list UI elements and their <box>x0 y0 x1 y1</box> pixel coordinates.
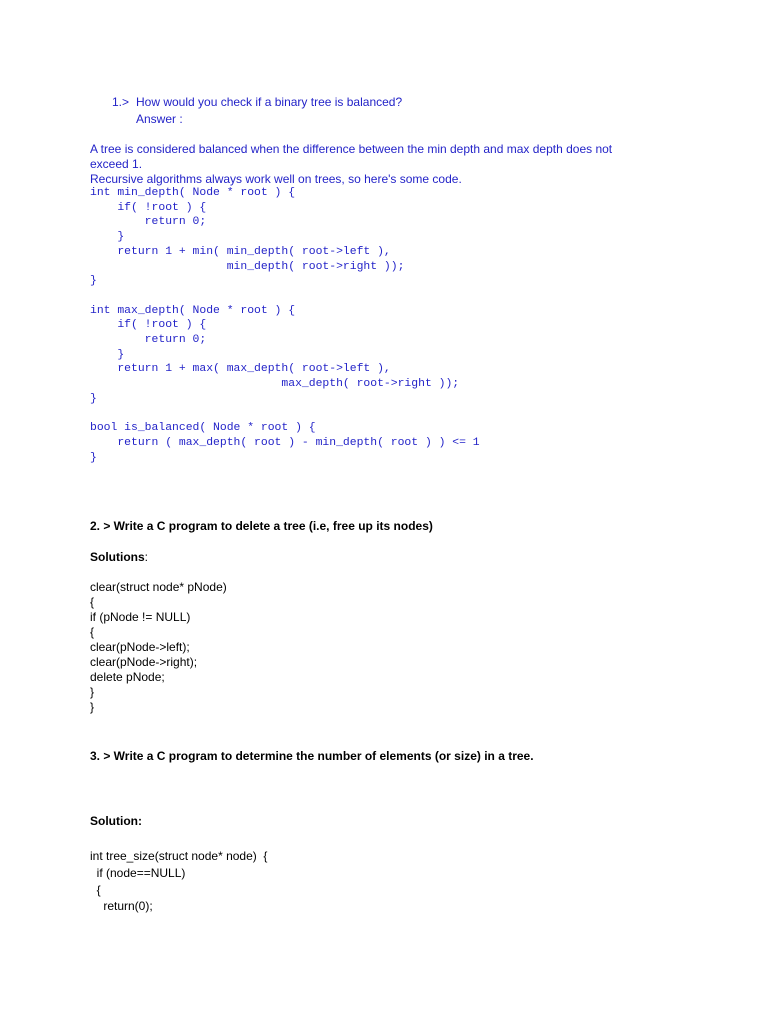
question-1-number: 1.> <box>112 95 130 109</box>
question-3-heading: 3. > Write a C program to determine the number of elements (or size) in a tree. <box>90 749 534 763</box>
answer-explanation-line-1: A tree is considered balanced when the difference between the min depth and max depth does not <box>90 142 613 156</box>
delete-tree-code-block: clear(struct node* pNode) { if (pNode != NULL) { clear(pNode->left); clear(pNode->right); delete pNode; } } <box>90 580 227 714</box>
question-1-text: How would you check if a binary tree is balanced? <box>136 95 403 109</box>
solutions-label-colon: : <box>144 550 149 564</box>
solutions-label-text: Solutions <box>90 550 145 564</box>
answer-explanation-line-3: Recursive algorithms always work well on trees, so here's some code. <box>90 172 462 186</box>
question-2-heading: 2. > Write a C program to delete a tree (i.e, free up its nodes) <box>90 519 433 533</box>
tree-size-code-block: int tree_size(struct node* node) { if (node==NULL) { return(0); <box>90 849 268 914</box>
answer-label: Answer : <box>136 112 183 126</box>
solutions-label <box>90 550 148 564</box>
solution-label: Solution: <box>90 814 142 828</box>
balanced-tree-code-block: int min_depth( Node * root ) { if( !root ) { return 0; } return 1 + min( min_depth( root->left ), min_depth( root->right )); } int max_depth( Node * root ) { if( !root ) { return 0; } return 1 + max( max_depth( root->left ), max_depth( root->right )); } bool is_balanced( Node * root ) { return ( max_depth( root ) - min_depth( root ) ) <= 1 } <box>90 187 480 464</box>
answer-explanation-line-2: exceed 1. <box>90 157 143 171</box>
